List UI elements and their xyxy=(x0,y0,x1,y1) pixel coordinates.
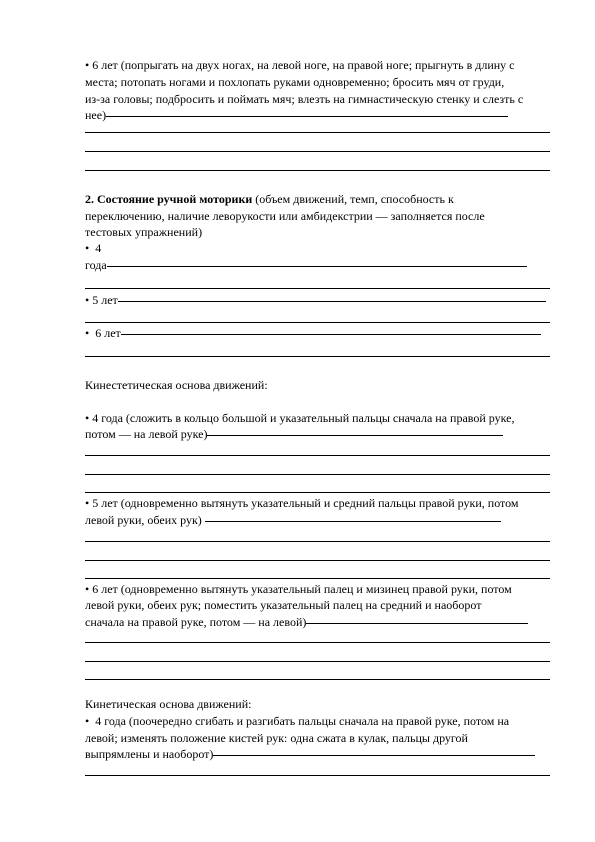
kinesthetic-5-row xyxy=(85,513,501,527)
answer-line[interactable] xyxy=(85,541,550,542)
kinesthetic-6-line-2: левой руки, обеих рук; поместить указательный палец на средний и наоборот xyxy=(85,598,482,612)
gross-six-line-4-row xyxy=(85,108,508,122)
kinesthetic-5-line-2: левой руки, обеих рук) xyxy=(85,513,205,527)
answer-blank[interactable] xyxy=(106,116,508,117)
section-2-title-row xyxy=(85,192,454,206)
kinesthetic-6-line-1: • 6 лет (одновременно вытянуть указательный палец и мизинец правой руки, потом xyxy=(85,582,512,596)
kinetic-heading: Кинетическая основа движений: xyxy=(85,697,252,711)
answer-blank[interactable] xyxy=(306,623,528,624)
age-5-row xyxy=(85,293,546,307)
kinesthetic-4-row xyxy=(85,427,503,441)
kinesthetic-heading: Кинестетическая основа движений: xyxy=(85,378,268,392)
answer-line[interactable] xyxy=(85,356,550,357)
answer-blank[interactable] xyxy=(107,266,527,267)
answer-line[interactable] xyxy=(85,288,550,289)
section-2-line-2: переключению, наличие леворукости или амбидекстрии — заполняется после xyxy=(85,209,485,223)
gross-six-line-1: • 6 лет (попрыгать на двух ногах, на левой ноге, на правой ноге; прыгнуть в длину с xyxy=(85,58,515,72)
answer-line[interactable] xyxy=(85,151,550,152)
kinesthetic-6-row xyxy=(85,615,528,629)
kinesthetic-4-line-1: • 4 года (сложить в кольцо большой и указательный пальцы сначала на правой руке, xyxy=(85,411,515,425)
answer-line[interactable] xyxy=(85,492,550,493)
answer-line[interactable] xyxy=(85,679,550,680)
section-2-title-rest: (объем движений, темп, способность к xyxy=(252,192,454,206)
age-4-word: года xyxy=(85,258,107,272)
answer-line[interactable] xyxy=(85,170,550,171)
answer-line[interactable] xyxy=(85,775,550,776)
answer-line[interactable] xyxy=(85,132,550,133)
age-4-bullet: • 4 xyxy=(85,241,102,255)
kinesthetic-5-line-1: • 5 лет (одновременно вытянуть указательный и средний пальцы правой руки, потом xyxy=(85,496,519,510)
age-5-label: • 5 лет xyxy=(85,293,118,307)
answer-line[interactable] xyxy=(85,322,550,323)
age-6-row xyxy=(85,326,541,340)
kinetic-4-line-3: выпрямлены и наоборот) xyxy=(85,747,214,761)
gross-six-line-3: из-за головы; подбросить и поймать мяч; влезть на гимнастическую стенку и слезть с xyxy=(85,92,524,106)
answer-line[interactable] xyxy=(85,661,550,662)
answer-line[interactable] xyxy=(85,455,550,456)
answer-blank[interactable] xyxy=(205,521,501,522)
kinesthetic-6-line-3: сначала на правой руке, потом — на левой) xyxy=(85,615,307,629)
answer-blank[interactable] xyxy=(118,301,546,302)
answer-blank[interactable] xyxy=(213,755,535,756)
answer-line[interactable] xyxy=(85,474,550,475)
section-2-title: 2. Состояние ручной моторики xyxy=(85,192,253,206)
kinetic-4-line-1: • 4 года (поочередно сгибать и разгибать пальцы сначала на правой руке, потом на xyxy=(85,714,510,728)
age-4-row xyxy=(85,258,527,272)
kinesthetic-4-line-2: потом — на левой руке) xyxy=(85,427,208,441)
answer-line[interactable] xyxy=(85,578,550,579)
answer-line[interactable] xyxy=(85,560,550,561)
answer-line[interactable] xyxy=(85,642,550,643)
section-2-line-3: тестовых упражнений) xyxy=(85,225,203,239)
answer-blank[interactable] xyxy=(121,334,541,335)
kinetic-4-line-2: левой; изменять положение кистей рук: одна сжата в кулак, пальцы другой xyxy=(85,731,468,745)
gross-six-line-2: места; потопать ногами и похлопать руками одновременно; бросить мяч от груди, xyxy=(85,75,505,89)
gross-six-line-4: нее) xyxy=(85,108,107,122)
age-6-label: • 6 лет xyxy=(85,326,121,340)
answer-blank[interactable] xyxy=(207,435,503,436)
kinetic-4-row xyxy=(85,747,535,761)
